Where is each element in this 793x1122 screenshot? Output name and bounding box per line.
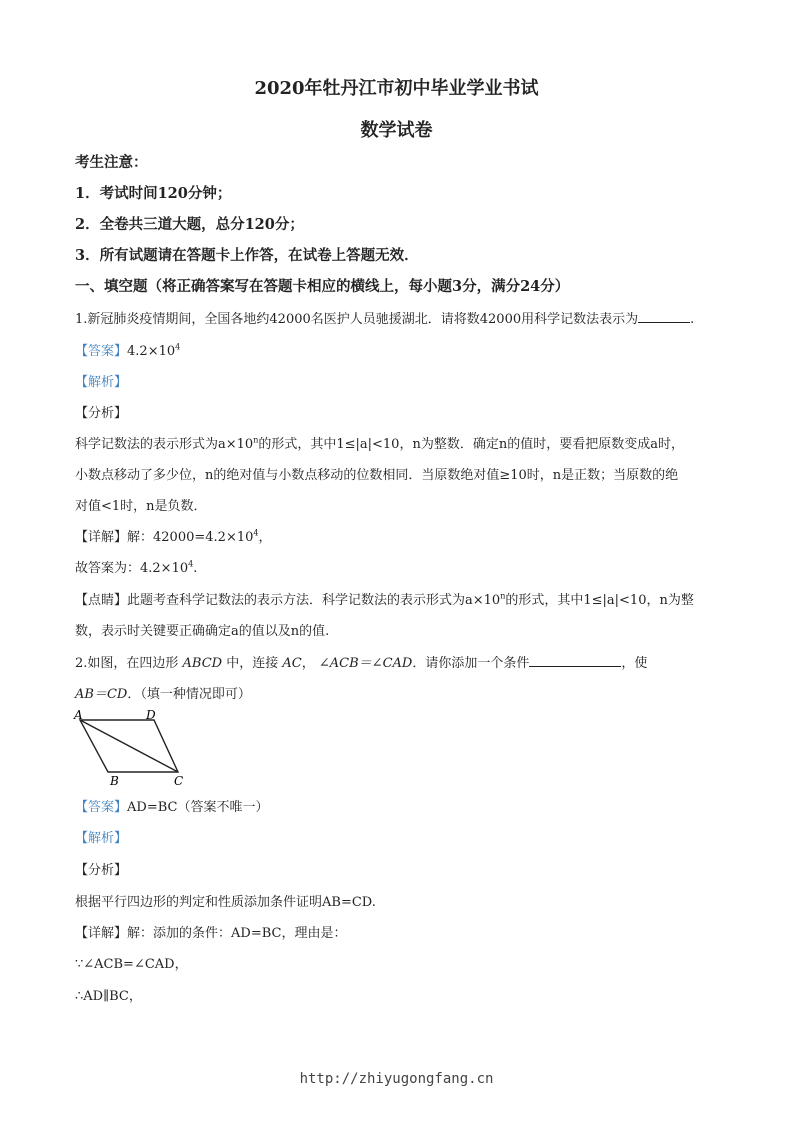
q1-comment-line1: 【点睛】此题考查科学记数法的表示方法．科学记数法的表示形式为$a\times 10^n$的形式，其中1≤|a|<10，n为整 — [75, 591, 694, 608]
vertex-label-c: C — [174, 774, 184, 788]
notice-heading: 考生注意： — [75, 154, 148, 171]
notice-item-1: 1．考试时间120分钟； — [75, 185, 232, 202]
q1-detail: 【详解】解：$42000=4.2\times 10^4$， — [75, 528, 272, 545]
q2-step-1: ∵∠ACB=∠CAD， — [75, 957, 188, 972]
q2-step-2: ∴AD∥BC， — [75, 989, 142, 1004]
q2-analysis: 根据平行四边形的判定和性质添加条件证明AB=CD. — [75, 895, 376, 910]
vertex-label-d: D — [146, 708, 156, 722]
q2-answer-blank — [529, 654, 621, 667]
q1-analysis-line2: 小数点移动了多少位，n的绝对值与小数点移动的位数相同．当原数绝对值≥10时，n是正数；当原数的绝 — [75, 468, 679, 483]
q2-fenxi-tag: 【分析】 — [75, 863, 128, 878]
exam-title: 2020年牡丹江市初中毕业学业书试 — [254, 78, 539, 99]
notice-item-3: 3．所有试题请在答题卡上作答，在试卷上答题无效． — [75, 247, 419, 264]
q1-analysis-line1: 科学记数法的表示形式为$a\times 10^n$的形式，其中1≤|a|<10，n为整数．确定n的值时，要看把原数变成a时， — [75, 435, 684, 452]
q2-question-line2: AB＝CD．（填一种情况即可） — [75, 687, 251, 702]
answer-tag: 【答案】 — [75, 800, 128, 815]
answer-tag: 【答案】 — [75, 344, 128, 359]
q2-question-line1: 2.如图，在四边形 ABCD 中，连接 AC， ∠ACB＝∠CAD．请你添加一个条件 ，使 — [75, 656, 648, 671]
vertex-label-a: A — [74, 708, 83, 722]
section-heading: 一、填空题（将正确答案写在答题卡相应的横线上，每小题3分，满分24分） — [75, 278, 570, 295]
q1-analysis-line3: 对值<1时，n是负数． — [75, 499, 207, 514]
vertex-label-b: B — [110, 774, 119, 788]
q1-answer-line: 【答案】$4.2\times 10^4$ — [75, 342, 181, 359]
q1-fenxi-tag: 【分析】 — [75, 406, 128, 421]
footer-url[interactable]: http://zhiyugongfang.cn — [299, 1071, 494, 1087]
q1-question: 1.新冠肺炎疫情期间，全国各地约42000名医护人员驰援湖北．请将数42000用科学记数法表示为 . — [75, 312, 695, 327]
q1-jiexi-tag: 【解析】 — [75, 375, 128, 390]
quadrilateral-figure — [72, 708, 192, 788]
q1-answer-blank — [638, 310, 690, 323]
q1-comment-line2: 数，表示时关键要正确确定a的值以及n的值. — [75, 624, 330, 639]
q1-result: 故答案为：$4.2\times 10^4$. — [75, 559, 198, 576]
q2-jiexi-tag: 【解析】 — [75, 831, 128, 846]
notice-item-2: 2．全卷共三道大题，总分120分； — [75, 216, 304, 233]
exam-subtitle: 数学试卷 — [360, 120, 433, 141]
q2-answer-line: 【答案】AD=BC（答案不唯一） — [75, 800, 269, 815]
q2-detail: 【详解】解：添加的条件：AD=BC，理由是： — [75, 926, 347, 941]
